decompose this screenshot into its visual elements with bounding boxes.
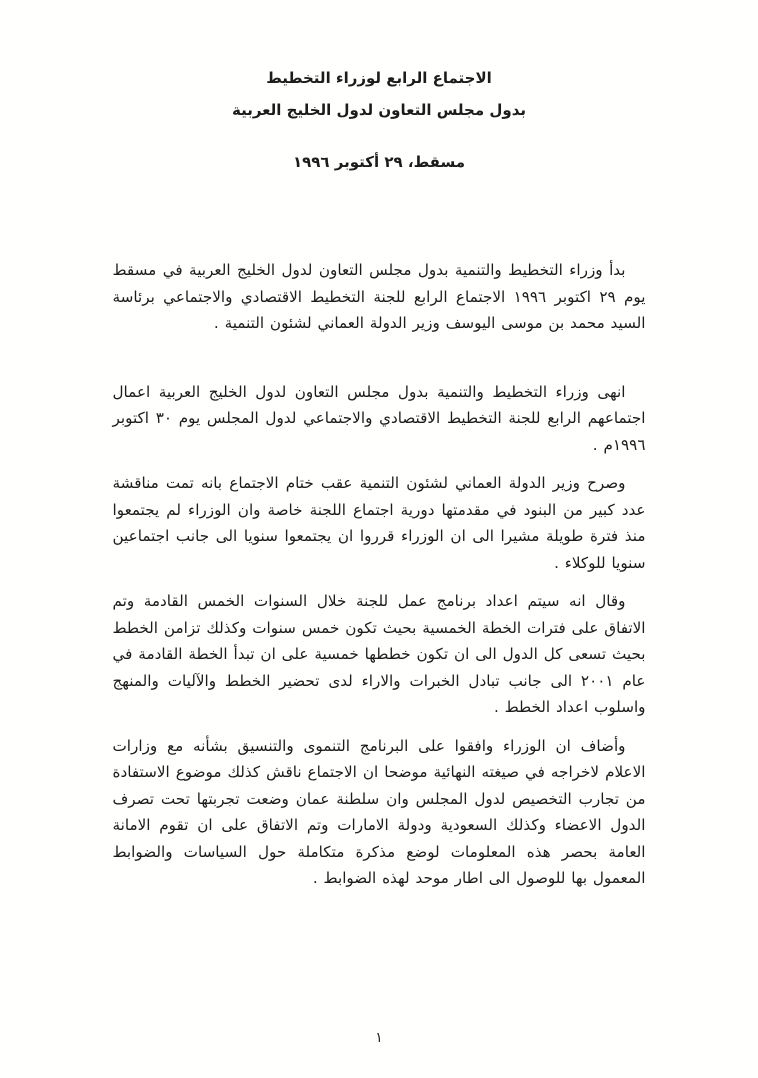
document-title-line2: بدول مجلس التعاون لدول الخليج العربية [232,101,526,119]
paragraph-5: وأضاف ان الوزراء وافقوا على البرنامج التنموى والتنسيق بشأنه مع وزارات الاعلام لاخراجه في صيغته النهائية موضحا ان الاجتماع ناقش كذلك موضوع الاستفادة من تجارب التخصيص لدول المجلس وان سلطنة عمان وضعت تجربتها تحت تصرف الدول الاعضاء وكذلك السعودية ودولة الامارات وتم الاتفاق على ان تقوم الامانة العامة بحصر هذه المعلومات لوضع مذكرة متكاملة حول السياسات والضوابط المعمول بها للوصول الى اطار موحد لهذه الضوابط . [112,736,646,887]
document-title-line1: الاجتماع الرابع لوزراء التخطيط [266,69,492,87]
paragraph-4: وقال انه سيتم اعداد برنامج عمل للجنة خلال السنوات الخمس القادمة وتم الاتفاق على فترات الخطة الخمسية بحيث تكون خمس سنوات وكذلك تزامن الخطط بحيث تسعى كل الدول الى ان تكون خططها خمسية على ان تبدأ الخطة القادمة في عام ٢٠٠١ الى جانب تبادل الخبرات والاراء لدى تحضير الخطط والآليات والمنهج واسلوب اعداد الخطط . [112,592,646,716]
paragraph-3: وصرح وزير الدولة العماني لشئون التنمية عقب ختام الاجتماع بانه تمت مناقشة عدد كبير من البنود في مقدمتها دورية اجتماع اللجنة خاصة وان الوزراء لم يجتمعوا منذ فترة طويلة مشيرا الى ان الوزراء قرروا ان يجتمعوا سنويا الى جانب اجتماعين سنويا للوكلاء . [112,474,646,572]
paragraph-1: بدأ وزراء التخطيط والتنمية بدول مجلس التعاون لدول الخليج العربية في مسقط يوم ٢٩ اكتوبر ١٩٩٦ الاجتماع الرابع للجنة التخطيط الاقتصادي والاجتماعي برئاسة السيد محمد بن موسى اليوسف وزير الدولة العماني لشئون التنمية . [112,261,646,332]
document-body [113,257,646,892]
document-header [0,0,758,175]
page-number: ١ [375,1030,383,1046]
paragraph-2: انهى وزراء التخطيط والتنمية بدول مجلس التعاون لدول الخليج العربية اعمال اجتماعهم الرابع للجنة التخطيط الاقتصادي والاجتماعي لدول المجلس يوم ٣٠ اكتوبر ١٩٩٦م . [112,382,646,454]
document-date-line: مسقط، ٢٩ أكتوبر ١٩٩٦ [292,153,466,171]
